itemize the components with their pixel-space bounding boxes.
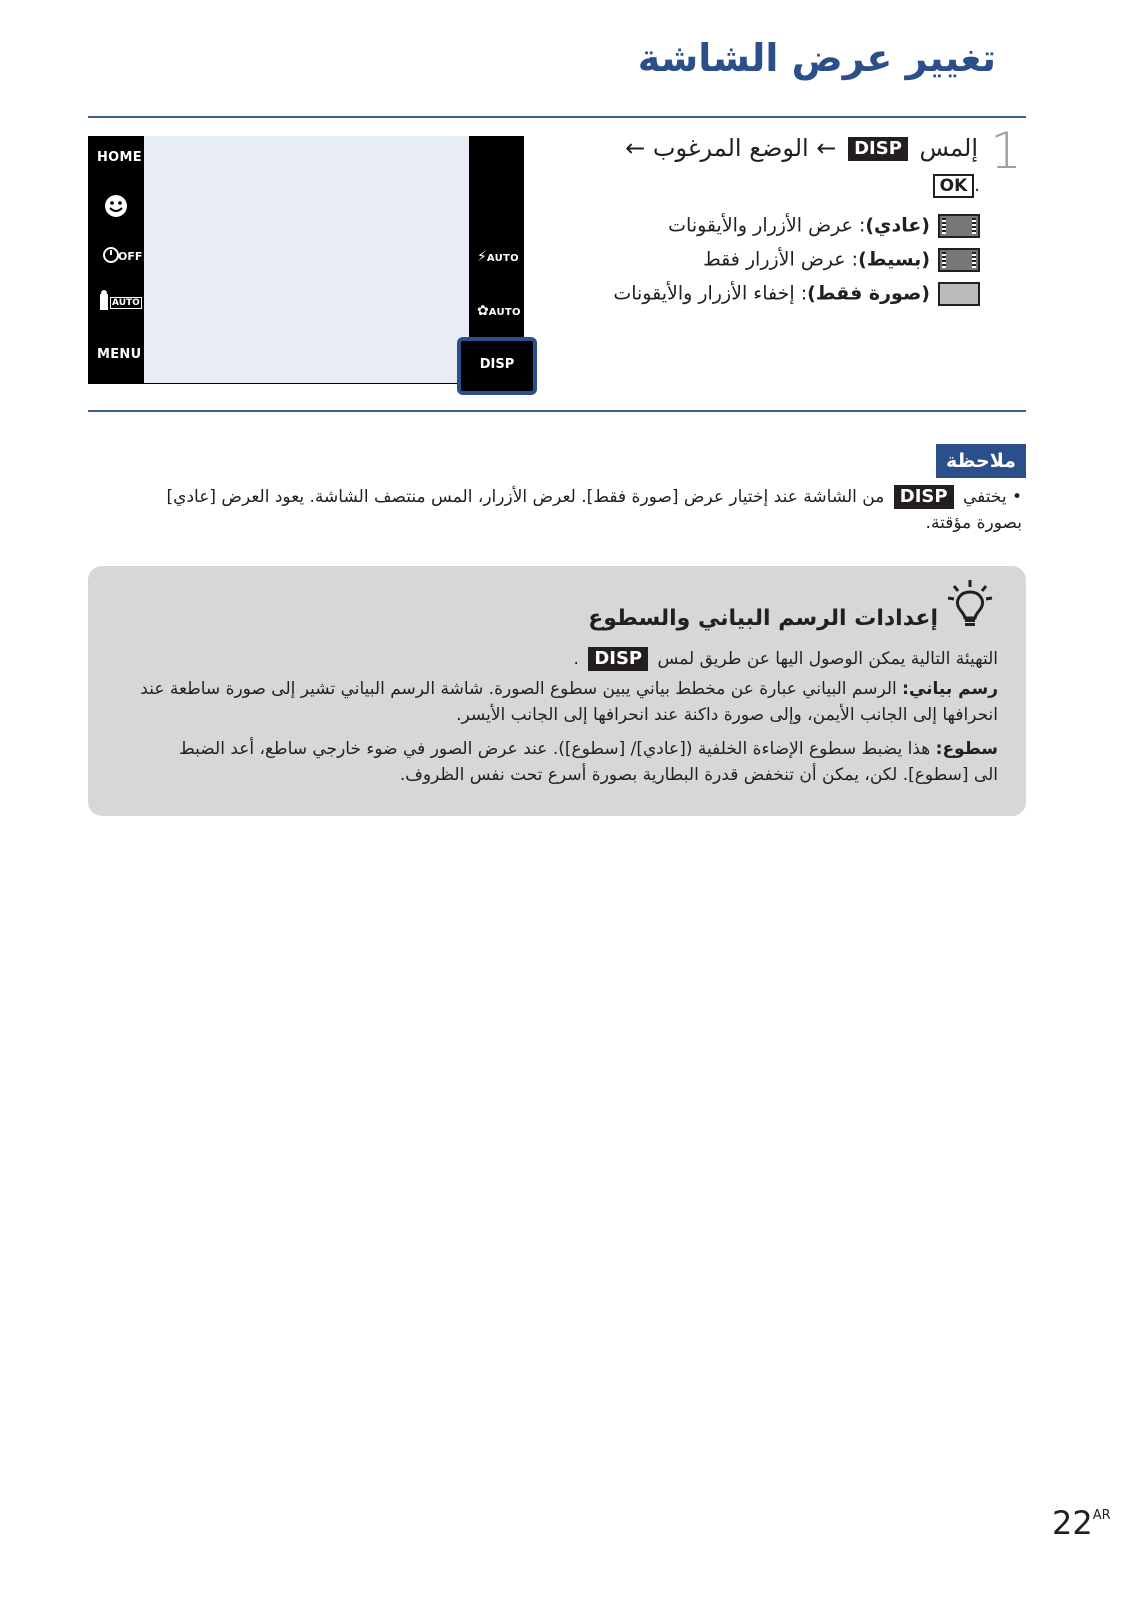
bullet-dot-icon: • <box>1011 487 1022 507</box>
hint-histogram <box>132 676 998 728</box>
flash-auto-label: AUTO <box>486 253 519 264</box>
option-normal-desc: : عرض الأزرار والأيقونات <box>668 214 866 237</box>
hint-brightness <box>152 736 998 788</box>
option-simple-name: (بسيط) <box>858 248 930 271</box>
bottom-divider <box>88 410 1026 412</box>
disp-badge: DISP <box>848 137 908 161</box>
option-simple-desc: : عرض الأزرار فقط <box>703 248 859 271</box>
top-divider <box>88 116 1026 118</box>
smile-shutter-icon[interactable] <box>104 194 128 222</box>
image-only-icon <box>938 282 980 306</box>
hint-title: إعدادات الرسم البياني والسطوع <box>588 606 938 631</box>
disp-button-highlight[interactable] <box>457 337 537 395</box>
page-title: تغيير عرض الشاشة <box>637 36 996 80</box>
page-number-suffix: AR <box>1092 1508 1111 1523</box>
touch-label: إلمس <box>919 134 978 162</box>
step-instruction <box>625 134 978 162</box>
macro-auto-icon[interactable]: ✿AUTO <box>477 303 521 319</box>
macro-auto-label: AUTO <box>488 307 521 318</box>
note-tag: ملاحظة <box>936 444 1026 478</box>
option-normal <box>668 214 980 238</box>
page-number <box>1052 1504 1111 1542</box>
option-image-only-name: (صورة فقط) <box>807 282 930 305</box>
page-number-value: 22 <box>1052 1504 1093 1542</box>
home-button[interactable]: HOME <box>97 150 142 165</box>
note-bullet <box>120 484 1022 536</box>
note-text-a: يختفي <box>962 487 1007 507</box>
ok-suffix: . <box>974 175 980 196</box>
menu-button[interactable]: MENU <box>97 347 142 362</box>
note-text-b: من الشاشة عند إختيار عرض [صورة فقط]. لعرض الأزرار، المس منتصف الشاشة. يعود العرض [عادي] بصورة مؤقتة. <box>166 487 1022 533</box>
intelligent-auto-label: AUTO <box>112 298 140 308</box>
histogram-desc: الرسم البياني عبارة عن مخطط بياني يبين سطوع الصورة. شاشة الرسم البياني تشير إلى صورة ساطعة عند انحرافها إلى الجانب الأيمن، وإلى صورة داكنة عند انحرافها إلى الجانب الأيسر. <box>140 679 998 725</box>
hint-disp-badge: DISP <box>588 647 648 671</box>
self-timer-off-icon[interactable] <box>102 244 143 270</box>
ok-badge: OK <box>933 174 975 198</box>
hint-lightbulb-icon <box>944 578 996 634</box>
camera-left-panel <box>88 136 144 384</box>
step-number: 1 <box>990 122 1022 180</box>
hint-line-1 <box>108 646 998 672</box>
ok-line <box>933 174 980 198</box>
note-disp-badge: DISP <box>894 485 954 509</box>
option-image-only <box>613 282 980 306</box>
brightness-term: سطوع: <box>935 739 998 759</box>
self-timer-off-label: OFF <box>118 250 143 263</box>
hint-line-1-end: . <box>573 649 579 669</box>
camera-preview-area <box>144 136 469 384</box>
simple-display-icon <box>938 248 980 272</box>
hint-box <box>88 566 1026 816</box>
flash-auto-icon[interactable]: ⚡AUTO <box>477 249 519 265</box>
normal-display-icon <box>938 214 980 238</box>
brightness-desc: هذا يضبط سطوع الإضاءة الخلفية ([عادي]/ [سطوع]). عند عرض الصور في ضوء خارجي ساطع، أعد الضبط الى [سطوع]. لكن، يمكن أن تنخفض قدرة البطارية بصورة أسرع تحت نفس الظروف. <box>179 739 998 785</box>
intelligent-auto-icon[interactable] <box>98 290 140 316</box>
option-normal-name: (عادي) <box>865 214 930 237</box>
option-image-only-desc: : إخفاء الأزرار والأيقونات <box>613 282 808 305</box>
step-path: ← الوضع المرغوب ← <box>625 134 837 162</box>
option-simple <box>703 248 980 272</box>
hint-line-1-text: التهيئة التالية يمكن الوصول اليها عن طريق لمس <box>657 649 998 669</box>
disp-button-label: DISP <box>479 357 515 372</box>
histogram-term: رسم بياني: <box>902 679 998 699</box>
